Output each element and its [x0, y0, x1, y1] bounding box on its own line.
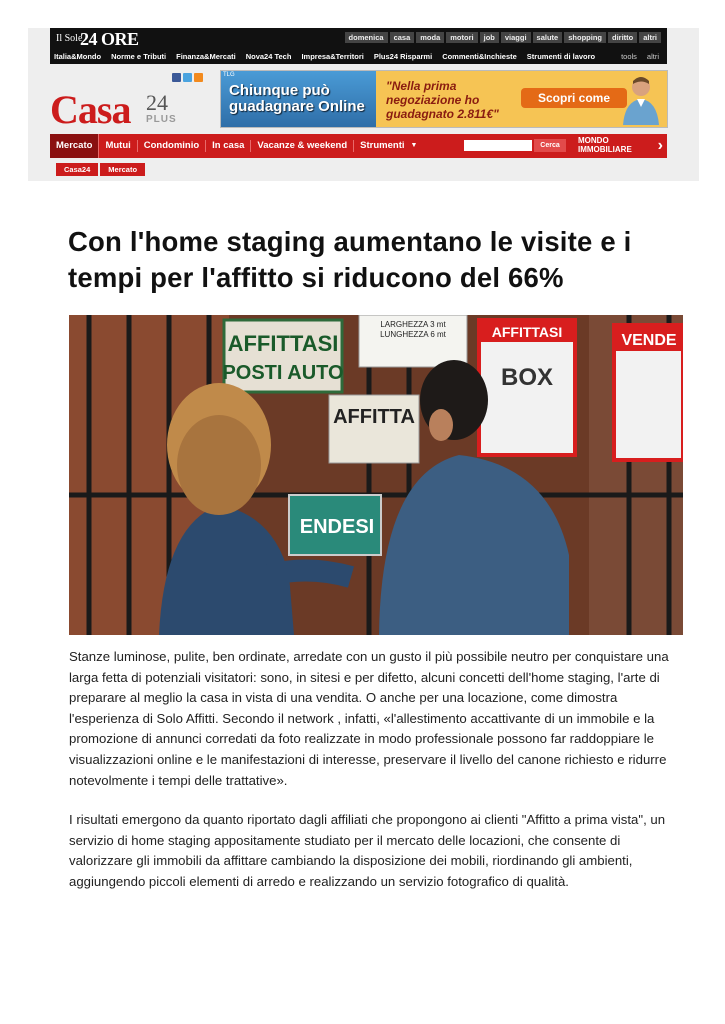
top-link-diritto[interactable]: diritto — [608, 32, 637, 43]
section-link[interactable]: Norme e Tributi — [111, 52, 167, 61]
article-paragraph-1: Stanze luminose, pulite, ben ordinate, arredate con un gusto il più possibile neutro per conquistare una larga fetta di potenziali visitatori: sono, in sitesi e per difetto, alcuni concetti dell'home staging, l'arte di preparare al meglio la casa in vista di una vendita. O anche per una locazione, come dimostra l'esperienza di Solo Affitti. Secondo il network , infatti, «l'allestimento accattivante di un immobile e la promozione di annunci corredati da foto realizzate in modo professionale possono far raddoppiare le visualizzazioni online e le manifestazioni di interesse, preservare il livello del canone richiesto e ridurre notevolmente i tempi delle trattative». — [69, 649, 669, 788]
breadcrumb-casa24[interactable]: Casa24 — [56, 163, 98, 176]
ad-person-image — [619, 73, 663, 125]
ad-cta-button[interactable]: Scopri come — [521, 88, 627, 108]
sign-larghezza: LARGHEZZA 3 mt — [380, 320, 446, 329]
casa-plus-logo: PLUS — [146, 114, 177, 125]
ad-banner[interactable] — [220, 70, 668, 128]
section-link[interactable]: Plus24 Risparmi — [373, 52, 433, 61]
ad-headline: Chiunque può guadagnare Online — [229, 82, 365, 115]
social-icons — [172, 73, 203, 82]
ad-quote: "Nella prima negoziazione ho guadagnato 2.811€" — [386, 79, 499, 121]
article-paragraph-2: I risultati emergono da quanto riportato dagli affiliati che propongono ai clienti "Affitto a prima vista", un servizio di home staging appositamente studiato per il mercato delle locazioni, che consente di valorizzare gli immobili da affittare cambiando la disposizione dei mobili, riordinando gli ambienti, aggiungendo piccoli elementi di arredo e realizzando un servizio fotografico di qualità. — [69, 812, 666, 889]
ad-tag: TLG — [223, 72, 235, 78]
sign-vende: VENDE — [621, 332, 677, 349]
article-title: Con l'home staging aumentano le visite e i tempi per l'affitto si riducono del 66% — [68, 226, 632, 293]
nav-item-mutui[interactable]: Mutui — [99, 140, 137, 152]
sign-posti-auto: POSTI AUTO — [222, 362, 344, 384]
casa-24-logo: 24 — [146, 90, 168, 115]
top-link-motori[interactable]: motori — [446, 32, 477, 43]
top-link-moda[interactable]: moda — [416, 32, 444, 43]
top-link-casa[interactable]: casa — [390, 32, 415, 43]
nav-item-condominio[interactable]: Condominio — [138, 140, 206, 152]
section-link[interactable]: Commenti&Inchieste — [442, 52, 517, 61]
tools-link[interactable]: tools — [621, 52, 637, 61]
sole-24-logo[interactable]: 24 ORE — [80, 29, 139, 49]
sole-label[interactable]: Il Sole — [56, 33, 83, 44]
search-button[interactable]: Cerca — [534, 139, 566, 152]
top-link-viaggi[interactable]: viaggi — [501, 32, 531, 43]
tools-nav — [621, 52, 659, 61]
top-link-shopping[interactable]: shopping — [564, 32, 606, 43]
section-link[interactable]: Impresa&Territori — [301, 52, 364, 61]
section-link[interactable]: Strumenti di lavoro — [526, 52, 596, 61]
top-link-salute[interactable]: salute — [533, 32, 563, 43]
section-link[interactable]: Nova24 Tech — [245, 52, 292, 61]
twitter-icon[interactable] — [183, 73, 192, 82]
sign-affitta: AFFITTA — [333, 406, 415, 428]
sign-affittasi-1: AFFITTASI — [227, 331, 339, 356]
section-nav — [54, 52, 595, 61]
breadcrumb — [56, 163, 145, 176]
breadcrumb-mercato[interactable]: Mercato — [100, 163, 145, 176]
chevron-down-icon[interactable]: ▼ — [410, 142, 418, 149]
altri-link[interactable]: altri — [646, 52, 659, 61]
section-link[interactable]: Italia&Mondo — [54, 52, 102, 61]
nav-item-in-casa[interactable]: In casa — [206, 140, 251, 152]
site-header — [28, 28, 699, 181]
sign-vendesi: ENDESI — [299, 516, 375, 538]
nav-item-mercato[interactable]: Mercato — [50, 134, 99, 158]
top-link-domenica[interactable]: domenica — [345, 32, 388, 43]
top-bar — [50, 28, 667, 64]
ad-left-panel — [221, 71, 376, 127]
facebook-icon[interactable] — [172, 73, 181, 82]
rss-icon[interactable] — [194, 73, 203, 82]
chevron-right-icon[interactable]: › — [657, 137, 663, 154]
top-link-altri[interactable]: altri — [639, 32, 661, 43]
nav-item-vacanze[interactable]: Vacanze & weekend — [251, 140, 354, 152]
mondo-immobiliare-link[interactable]: MONDO IMMOBILIARE — [578, 136, 632, 154]
top-links — [345, 32, 661, 43]
sign-lunghezza: LUNGHEZZA 6 mt — [380, 330, 446, 339]
top-link-job[interactable]: job — [480, 32, 499, 43]
main-nav — [50, 134, 667, 158]
sign-affittasi-2: AFFITTASI — [491, 324, 563, 340]
nav-item-strumenti[interactable]: Strumenti — [360, 140, 405, 151]
casa-logo[interactable]: Casa — [50, 87, 131, 132]
sign-box: BOX — [500, 364, 554, 391]
section-link[interactable]: Finanza&Mercati — [176, 52, 236, 61]
search-input[interactable] — [464, 140, 532, 151]
article-photo — [69, 315, 683, 635]
